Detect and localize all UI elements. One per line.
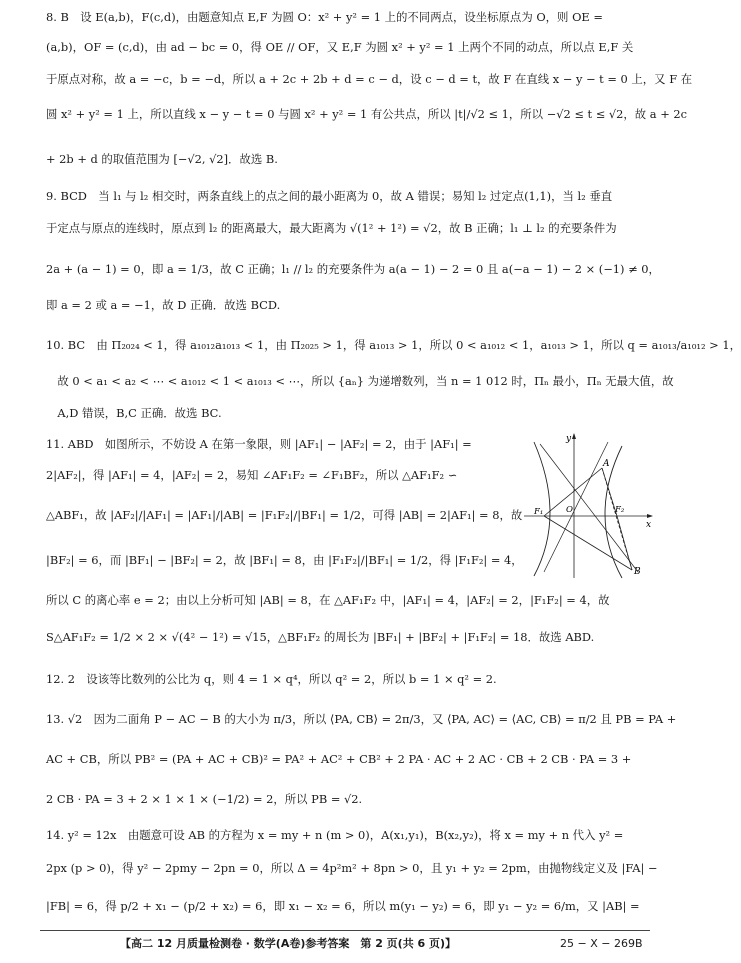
answer-line: 2px (p > 0)，得 y² − 2pmy − 2pn = 0，所以 Δ = 4p²m² + 8pn > 0，且 y₁ + y₂ = 2pm，由抛物线定义及 |FA| −	[46, 861, 658, 875]
answer-line: 8. B 设 E(a,b)，F(c,d)，由题意知点 E,F 为圆 O：x² + y² = 1 上的不同两点，设坐标原点为 O，则 OE =	[46, 10, 603, 24]
y-axis-arrow-icon	[572, 433, 576, 439]
answer-line: S△AF₁F₂ = 1/2 × 2 × √(4² − 1²) = √15，△BF₁F₂ 的周长为 |BF₁| + |BF₂| + |F₁F₂| = 18．故选 ABD.	[46, 630, 595, 644]
label-origin: O	[566, 505, 573, 515]
segment-f1-a	[544, 468, 602, 516]
label-f2: F₂	[615, 505, 625, 515]
label-a: A	[603, 459, 610, 469]
answer-line: 9. BCD 当 l₁ 与 l₂ 相交时，两条直线上的点之间的最小距离为 0，故 A 错误；易知 l₂ 过定点(1,1)，当 l₂ 垂直	[46, 189, 613, 203]
answer-line: △ABF₁，故 |AF₂|/|AF₁| = |AF₁|/|AB| = |F₁F₂|/|BF₁| = 1/2，可得 |AB| = 2|AF₁| = 8，故	[46, 508, 523, 522]
segment-f1-b	[544, 516, 632, 570]
answer-line: (a,b)，OF = (c,d)，由 ad − bc = 0，得 OE // OF，又 E,F 为圆 x² + y² = 1 上两个不同的动点，所以点 E,F 关	[46, 40, 634, 54]
answer-line: 2a + (a − 1) = 0，即 a = 1/3，故 C 正确；l₁ // l₂ 的充要条件为 a(a − 1) − 2 = 0 且 a(−a − 1) − 2 × (−1) ≠ 0，	[46, 262, 660, 276]
answer-line: A,D 错误，B,C 正确．故选 BC.	[46, 406, 222, 420]
label-b: B	[634, 567, 641, 577]
answer-line: 13. √2 因为二面角 P − AC − B 的大小为 π/3，所以 ⟨PA, CB⟩ = 2π/3，又 ⟨PA, AC⟩ = ⟨AC, CB⟩ = π/2 且 PB = PA +	[46, 712, 677, 726]
answer-line: 11. ABD 如图所示，不妨设 A 在第一象限，则 |AF₁| − |AF₂| = 2，由于 |AF₁| =	[46, 437, 472, 451]
answer-line: 2|AF₂|，得 |AF₁| = 4，|AF₂| = 2，易知 ∠AF₁F₂ = ∠F₁BF₂，所以 △AF₁F₂ ∽	[46, 468, 458, 482]
label-y: y	[566, 434, 572, 444]
answer-line: AC + CB，所以 PB² = (PA + AC + CB)² = PA² + AC² + CB² + 2 PA · AC + 2 AC · CB + 2 CB · PA = 3 +	[46, 752, 632, 766]
hyperbola-figure	[522, 432, 654, 580]
answer-line: 2 CB · PA = 3 + 2 × 1 × 1 × (−1/2) = 2，所以 PB = √2.	[46, 792, 363, 806]
page-footer-title: 【高二 12 月质量检测卷 · 数学(A卷)参考答案 第 2 页(共 6 页)】	[120, 937, 457, 950]
answer-line: + 2b + d 的取值范围为 [−√2, √2]．故选 B.	[46, 152, 278, 166]
answer-line: |BF₂| = 6，而 |BF₁| − |BF₂| = 2，故 |BF₁| = 8，由 |F₁F₂|/|BF₁| = 1/2，得 |F₁F₂| = 4，	[46, 553, 523, 567]
label-x: x	[646, 520, 652, 530]
answer-line: 12. 2 设该等比数列的公比为 q，则 4 = 1 × q⁴，所以 q² = 2，所以 b = 1 × q² = 2.	[46, 672, 497, 686]
hyperbola-diagram	[522, 432, 654, 580]
answer-line: 于原点对称，故 a = −c，b = −d，所以 a + 2c + 2b + d = c − d，设 c − d = t，故 F 在直线 x − y − t = 0 上，又 F 在	[46, 72, 693, 86]
answer-line: 14. y² = 12x 由题意可设 AB 的方程为 x = my + n (m > 0)，A(x₁,y₁)，B(x₂,y₂)，将 x = my + n 代入 y² =	[46, 828, 624, 842]
answer-line: 即 a = 2 或 a = −1，故 D 正确．故选 BCD.	[46, 298, 281, 312]
label-f1: F₁	[534, 507, 544, 517]
page-footer-code: 25 − X − 269B	[560, 937, 643, 950]
answer-line: 于定点与原点的连线时，原点到 l₂ 的距离最大，最大距离为 √(1² + 1²) = √2，故 B 正确；l₁ ⊥ l₂ 的充要条件为	[46, 221, 617, 235]
answer-line: 10. BC 由 Π₂₀₂₄ < 1，得 a₁₀₁₂a₁₀₁₃ < 1，由 Π₂₀₂₅ > 1，得 a₁₀₁₃ > 1，所以 0 < a₁₀₁₂ < 1，a₁₀₁₃ > 1，所以 q = a₁₀₁₃/a₁₀₁₂ > 1，	[46, 338, 741, 352]
answer-line: 圆 x² + y² = 1 上，所以直线 x − y − t = 0 与圆 x² + y² = 1 有公共点，所以 |t|/√2 ≤ 1，所以 −√2 ≤ t ≤ √2，故 a + 2c	[46, 107, 687, 121]
footer-divider	[40, 930, 650, 931]
answer-line: |FB| = 6，得 p/2 + x₁ − (p/2 + x₂) = 6，即 x₁ − x₂ = 6，所以 m(y₁ − y₂) = 6，即 y₁ − y₂ = 6/m，又 |AB| =	[46, 899, 640, 913]
x-axis-arrow-icon	[647, 514, 653, 518]
answer-line: 故 0 < a₁ < a₂ < ⋯ < a₁₀₁₂ < 1 < a₁₀₁₃ < ⋯，所以 {aₙ} 为递增数列，当 n = 1 012 时，Πₙ 最小，Πₙ 无最大值，故	[46, 374, 674, 388]
answer-line: 所以 C 的离心率 e = 2；由以上分析可知 |AB| = 8，在 △AF₁F₂ 中，|AF₁| = 4，|AF₂| = 2，|F₁F₂| = 4，故	[46, 593, 610, 607]
